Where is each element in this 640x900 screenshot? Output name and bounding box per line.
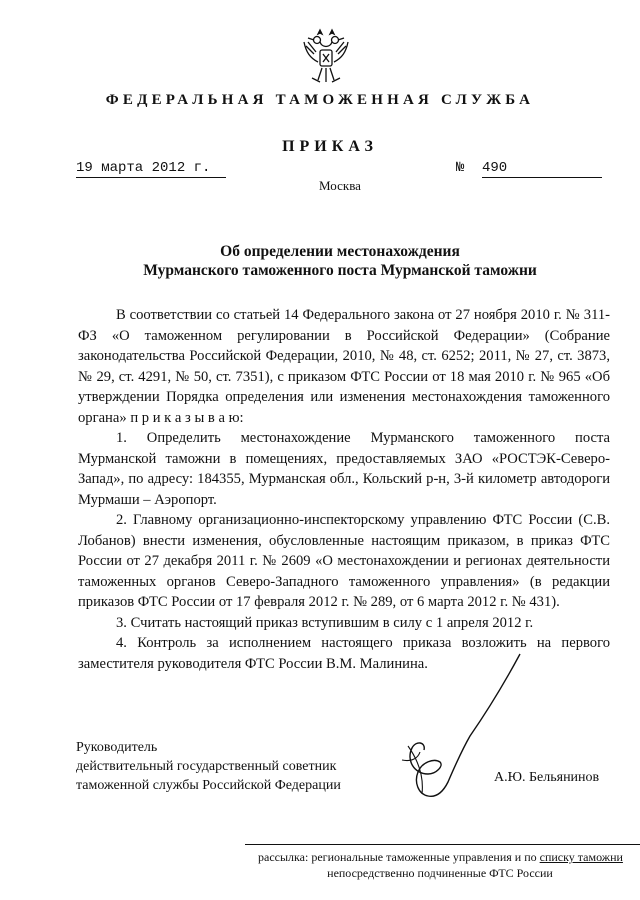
distribution-line-1 [258,850,640,865]
order-number-label: № [456,160,465,176]
handwritten-signature [378,650,538,810]
distribution-list-link: списку таможни [539,850,623,864]
position-line-3: таможенной службы Российской Федерации [76,778,341,793]
signatory-position [76,738,341,795]
emblem-icon [300,28,352,88]
preamble-text: В соответствии со статьей 14 Федерального закона от 27 ноября 2010 г. № 311-ФЗ «О таможенном регулировании в Российской Федерации» (Собрание законодательства Российской Федерации, 2010, № 48, ст. 6252; 2011, № 27, ст. 3873, № 29, ст. 4291, № 50, ст. 7351), с приказом ФТС России от 18 мая 2010 г. № 965 «Об утверждении Порядка определения или изменения местонахождения таможенного органа» [78,307,610,426]
distribution-divider [245,844,640,845]
organization-name: ФЕДЕРАЛЬНАЯ ТАМОЖЕННАЯ СЛУЖБА [105,92,535,108]
title-line-2: Мурманского таможенного поста Мурманской таможни [143,262,537,279]
title-line-1: Об определении местонахождения [220,243,460,260]
position-line-1: Руководитель [76,740,158,755]
signatory-name: А.Ю. Бельянинов [494,770,600,785]
distribution-line-2: непосредственно подчиненные ФТС России [327,866,553,880]
item-4: 4. Контроль за исполнением настоящего приказа возложить на первого заместителя руководителя ФТС России В.М. Малинина. [78,635,610,672]
item-1: 1. Определить местонахождение Мурманского таможенного поста Мурманской таможни в помещениях, предоставляемых ЗАО «РОСТЭК-Северо-Запад», по адресу: 184355, Мурманская обл., Кольский р-н, 3-й километр автодороги Мурмаши – Аэропорт. [78,430,610,508]
position-line-2: действительный государственный советник [76,759,337,774]
order-date: 19 марта 2012 г. [76,160,226,178]
order-word: п р и к а з ы в а ю: [130,409,244,426]
order-title [0,242,640,280]
item-3: 3. Считать настоящий приказ вступившим в силу с 1 апреля 2012 г. [116,614,534,631]
order-number: 490 [482,160,602,178]
order-body [78,305,610,674]
city: Москва [319,178,361,193]
item-2: 2. Главному организационно-инспекторскому управлению ФТС России (С.В. Лобанов) внести изменения, обусловленные настоящим приказом, в приказ ФТС России от 27 декабря 2011 г. № 2609 «О местонахождении и регионах деятельности таможенных органов Северо-Западного таможенного управления» (в редакции приказов ФТС России от 17 февраля 2012 г. № 289, от 6 марта 2012 г. № 431). [78,512,610,610]
preamble [78,305,610,428]
document-type: ПРИКАЗ [282,138,378,155]
distribution-prefix: рассылка: региональные таможенные управления и по [258,850,540,864]
